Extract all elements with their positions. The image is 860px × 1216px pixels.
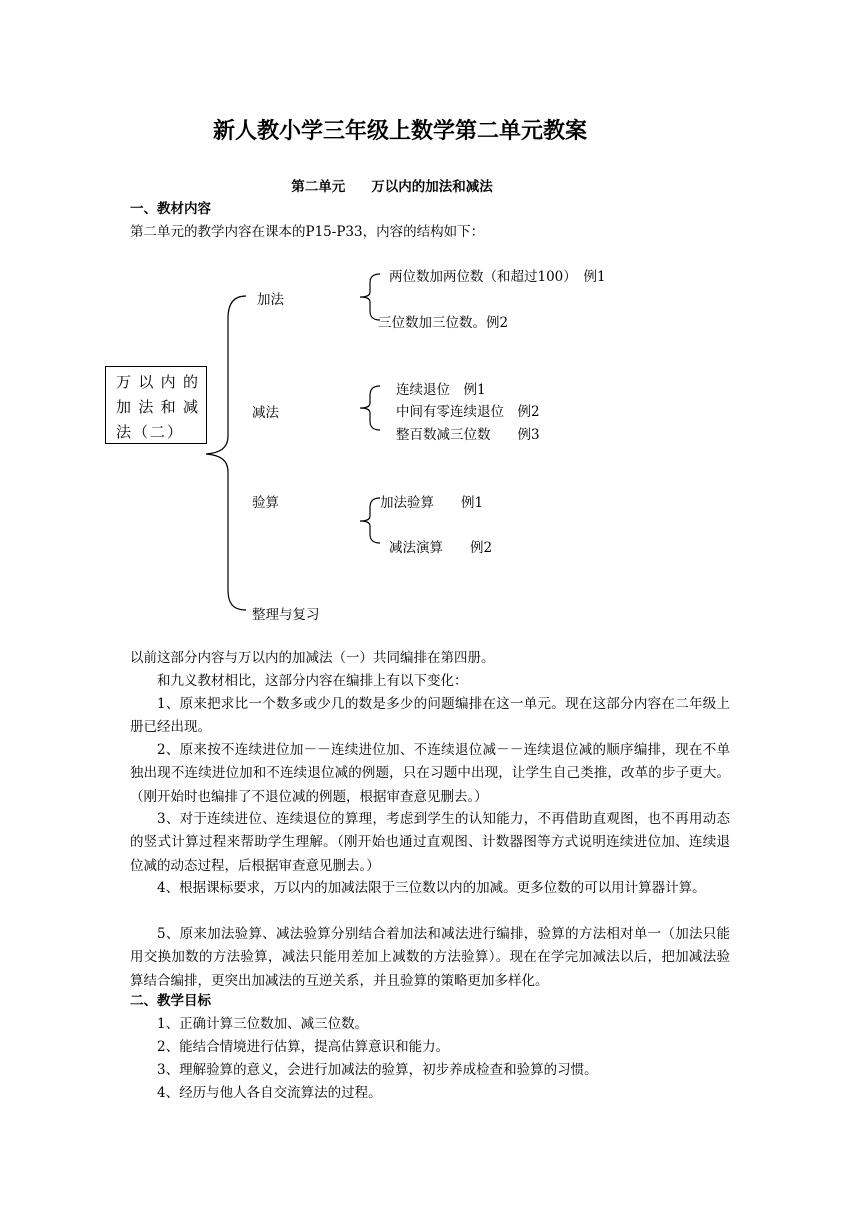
paragraph-2: 和九义教材相比，这部分内容在编排上有以下变化：	[157, 673, 468, 689]
branch-review: 整理与复习	[252, 607, 320, 623]
diagram-root-box: 万以内的加法和减法（二）	[105, 366, 207, 444]
document-title: 新人教小学三年级上数学第二单元教案	[212, 119, 587, 144]
unit-number: 第二单元	[291, 179, 346, 195]
unit-topic: 万以内的加法和减法	[371, 179, 493, 195]
subtraction-item-3: 整百数减三位数 例3	[396, 427, 540, 443]
addition-item-1: 两位数加两位数（和超过100） 例1	[389, 269, 606, 285]
check-item-1: 加法验算 例1	[380, 495, 484, 511]
subtraction-item-2: 中间有零连续退位 例2	[396, 404, 540, 420]
paragraph-1: 以前这部分内容与万以内的加减法（一）共同编排在第四册。	[130, 650, 495, 666]
section1-heading: 一、教材内容	[130, 201, 211, 217]
branch-subtraction: 减法	[252, 405, 279, 421]
goal-3: 3、理解验算的意义，会进行加减法的验算，初步养成检查和验算的习惯。	[157, 1062, 598, 1078]
check-item-2: 减法演算 例2	[389, 540, 493, 556]
paragraph-4: 2、原来按不连续进位加－－连续进位加、不连续退位减－－连续退位减的顺序编排，现在不单独出现不连续进位加和不连续退位减的例题，只在习题中出现，让学生自己类推，改革的步子更大。（刚开始时也编排了不退位减的例题，根据审查意见删去。）	[130, 742, 730, 805]
check-brace	[360, 498, 380, 543]
section2-heading: 二、教学目标	[130, 993, 211, 1009]
goal-4: 4、经历与他人各自交流算法的过程。	[157, 1085, 382, 1101]
main-brace	[206, 296, 246, 610]
paragraph-7: 5、原来加法验算、减法验算分别结合着加法和减法进行编排，验算的方法相对单一（加法只能用交换加数的方法验算，减法只能用差加上减数的方法验算）。现在在学完加减法以后，把加减法验算结合编排，更突出加减法的互逆关系，并且验算的策略更加多样化。	[130, 926, 730, 989]
branch-addition: 加法	[257, 292, 284, 308]
goal-1: 1、正确计算三位数加、减三位数。	[157, 1016, 369, 1032]
section1-intro: 第二单元的教学内容在课本的P15-P33，内容的结构如下：	[130, 224, 485, 240]
addition-item-2: 三位数加三位数。例2	[378, 315, 509, 331]
paragraph-3: 1、原来把求比一个数多或少几的数是多少的问题编排在这一单元。现在这部分内容在二年级上册已经出现。	[130, 696, 730, 736]
subtraction-brace	[360, 386, 380, 430]
subtraction-item-1: 连续退位 例1	[396, 382, 486, 398]
paragraph-6: 4、根据课标要求，万以内的加减法限于三位数以内的加减。更多位数的可以用计算器计算。	[157, 880, 706, 896]
branch-check: 验算	[252, 495, 279, 511]
addition-brace	[360, 274, 380, 320]
goal-2: 2、能结合情境进行估算，提高估算意识和能力。	[157, 1039, 450, 1055]
paragraph-5: 3、对于连续进位、连续退位的算理，考虑到学生的认知能力，不再借助直观图，也不再用动态的竖式计算过程来帮助学生理解。（刚开始也通过直观图、计数器图等方式说明连续进位加、连续退位减的动态过程，后根据审查意见删去。）	[130, 811, 730, 874]
